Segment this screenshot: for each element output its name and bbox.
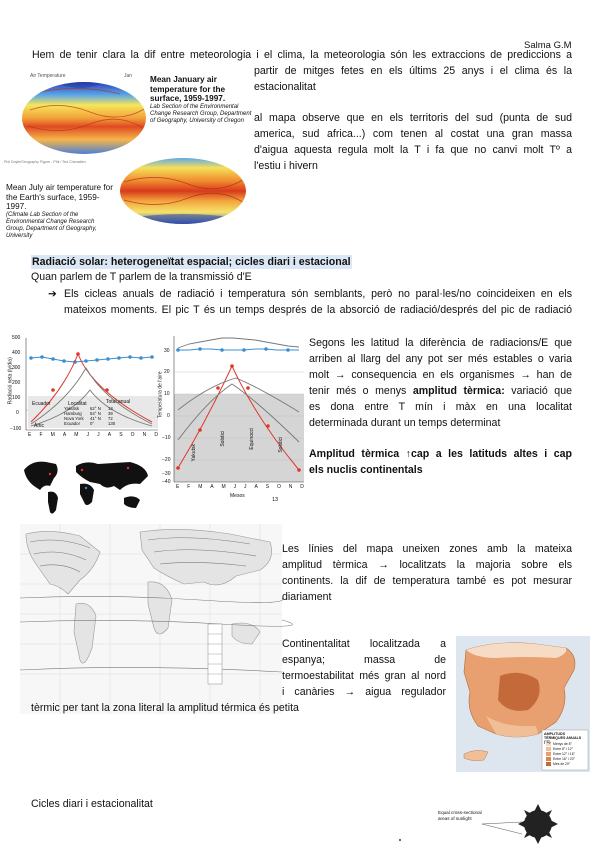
intro-line-1: Hem de tenir clara la dif entre meteorologia i el clima, la meteorologia són les extraccions de prediccions a [32,49,572,61]
radiation-label-localitat: Localitat [68,401,87,407]
map-jul-caption-title: Mean July air temperature for the Earth's surface, 1959-1997. [6,183,113,212]
july-temperature-map [118,156,248,228]
radiation-ytick: 400 [12,350,21,356]
radiation-ytick: 0 [16,410,19,416]
chart-text-line-5: es dona entre T mín i màx en una localitat [309,401,572,413]
air-temp-ytick: −10 [162,435,171,441]
world-locations-map [20,456,152,520]
spain-text-line-3: termoestabilitat més gran al nord [282,670,446,682]
air-temp-ytick: −20 [162,457,171,463]
radiation-label-artic: Àrtic [34,423,44,429]
map-jan-footer: Phil Doyle/Geography Figure - Phil / Ted Chenatten [4,160,86,164]
sunlight-diagram-label: Equal cross-sectional areas of sunlight [438,810,482,821]
radiation-table [64,406,115,426]
map-jan-caption [150,75,252,125]
air-temp-ylabel: Temperatura de l'aire [157,371,164,419]
map-jan-caption-title: Mean January air temperature for the surface, 1959-1997. [150,75,226,104]
air-temp-rotated-label: Yakutsk [190,444,197,462]
chart-text-line-6: determinada durant un temps determinat [309,417,501,429]
radiation-label-total: Total anual [106,399,131,405]
spain-legend-item: Entre 16° i 20° [553,757,575,761]
intro-para2-line-3: d'aigua aquesta regula molt la T i fa que no canvi molt Tº a [254,144,572,156]
air-temp-ytick: −30 [162,471,171,477]
radiation-ytick: 100 [12,395,21,401]
radiation-ytick: −100 [10,426,22,432]
chart-text-line-4 [309,383,572,399]
air-temperature-chart-svg [160,330,306,492]
chart-text-line-1: Segons les latitud la diferència de radiacions/E que [309,337,572,349]
spain-text-line-1: Continentalitat localitzada a [282,638,446,650]
bullet-line-1: Els cicleas anuals de radiació i temperatura són semblants, però no paral·les/no coincideixen en els [64,288,572,300]
bullet-arrow: ➔ [48,288,57,300]
spain-legend-item: Entre 12° i 16° [553,752,575,756]
intro-para2-line-4: l'estiu i hivern [254,160,318,172]
cycles-title: Cicles diari i estacionalitat [31,798,153,810]
amplitude-text-line-1: Les línies del mapa uneixen zones amb la mateixa [282,543,572,555]
map-jul-caption [6,183,114,239]
radiation-table-row: Ecuador 0° 130 [64,421,116,426]
intro-para2-line-2: america, sud africa...) com tenen al costat una gran massa [254,128,572,140]
air-temp-ytick: −40 [162,479,171,485]
chart-text-line-3: molt → consequencia en els organismes → han de [309,369,572,381]
air-temp-rotated-label: Solstici [278,436,285,453]
spain-amplitude-map [456,636,590,772]
spain-legend-item: Més de 20° [553,762,571,766]
january-temperature-map [4,72,148,164]
air-temp-ytick: 10 [164,391,170,397]
air-temperature-chart [157,330,306,503]
radiation-chart [6,330,160,442]
intro-para2-line-1: al mapa observe que en els territoris del sud (punta de sud [254,112,572,124]
radiation-ytick: 500 [12,335,21,341]
radiation-label-ecuador: Ecuador [32,401,51,407]
radiation-table-row: Hamburg 54° N 39 [64,411,113,416]
radiation-ylabel: Radiació neta (ly/dia) [7,357,14,405]
spain-legend-item: Menys de 8° [553,742,572,746]
section-title: Radiació solar: heterogeneïtat espacial; cicles diari i estacional [32,256,351,268]
map-jan-label-right: Jan [124,73,133,79]
section-intro: Quan parlem de T parlem de la transmissió d'E [31,271,252,283]
amplitude-text-line-2: amplitud tèrmica → localitzats la majoria sobre els [282,559,572,571]
radiation-ytick: 200 [12,380,21,386]
map-jul-caption-source: (Climate Lab Section of the Environmental Change Research Group, Department of Geography, University [6,211,97,239]
radiation-month-axis: E F M A M J J A S O N D [28,432,158,438]
spain-legend-title: AMPLITUDS TÈRMIQUES ANUALS (°C) [544,732,582,744]
chart-text-line-4-pre: tenir més o menys [309,385,407,397]
intro-line-3: estacionalitat [254,81,316,93]
spain-text-line-4: i canàries → aigua regulador [282,686,446,698]
author-header: Salma G.M [524,40,572,51]
radiation-table-row: Nova York 41° N 72 [64,416,113,421]
amplitude-bold-line-2: els nuclis continentals [309,464,423,476]
radiation-table-row: Yakutsk 62° N 13 [64,406,113,411]
air-temp-xlabel: Mesos [230,493,245,499]
sunlight-diagram [396,806,566,848]
intro-line-2: partir de mitges fetes en els últims 25 anys i el clima és la [254,65,572,77]
air-temp-ytick: 20 [164,369,170,375]
thermal-amplitude-map [20,524,282,714]
map-jan-label-left: Air Temperature [30,73,66,79]
amplitude-text-line-3: continents. la dif de temperatura també es pot mesurar [282,575,572,587]
spain-legend-item: Entre 8° i 12° [553,747,574,751]
air-temp-ytick: 30 [164,348,170,354]
amplitude-bold-line-1: Amplitud tèrmica ↑cap a les latituds altes i cap [309,448,572,460]
amplitude-text-line-4: diariament [282,591,332,603]
chart-text-line-2: arriben al llarg del any pot ser més estables o varia [309,353,572,365]
air-temp-month-axis: E F M A M J J A S O N D [176,484,304,490]
spain-text-line-5: tèrmic per tant la zona literal la amplitud térmica és petita [31,702,299,714]
bullet-line-2: mateixos moments. El pic T és un temps després de la absorció de radiació/després del pic de radiació [64,304,572,316]
air-temp-rotated-label: Solstici [220,430,227,447]
page-number: 13 [272,497,279,503]
amplitude-term: amplitud tèrmica: [412,385,505,397]
radiation-ytick: 300 [12,365,21,371]
spain-text-line-2: espanya; massa de [282,654,446,666]
air-temp-rotated-label: Equinocci [249,427,256,450]
chart-text-line-4-post: variació que [511,385,572,397]
map-jan-caption-source: Lab Section of the Environmental Change Research Group, Department of Geography, University of Oregon [150,103,252,124]
air-temp-ytick: 0 [167,413,170,419]
